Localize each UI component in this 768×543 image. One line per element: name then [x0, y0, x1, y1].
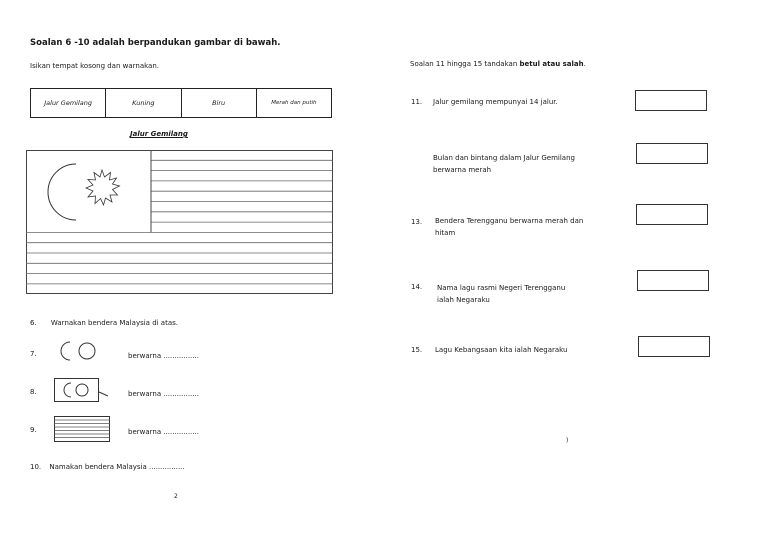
- word-bank-table: [30, 88, 332, 118]
- answer-line[interactable]: berwarna ................: [128, 428, 199, 436]
- page-number: ): [566, 437, 569, 444]
- word-bank-cell: Biru: [182, 89, 257, 117]
- word-bank-cell: Jalur Gemilang: [31, 89, 106, 117]
- answer-box[interactable]: [636, 143, 708, 164]
- instruction-end: .: [583, 60, 586, 68]
- question-text: Warnakan bendera Malaysia di atas.: [50, 319, 178, 327]
- answer-box[interactable]: [636, 204, 708, 225]
- answer-box[interactable]: [638, 336, 710, 357]
- question-line: Nama lagu rasmi Negeri Terengganu: [437, 284, 566, 292]
- question-number: 13.: [411, 218, 423, 226]
- malaysia-flag-outline: [26, 150, 333, 294]
- question-number: 9.: [30, 426, 37, 434]
- question-line: hitam: [435, 229, 456, 237]
- instruction-text: Isikan tempat kosong dan warnakan.: [30, 62, 160, 70]
- right-instruction: [410, 60, 586, 68]
- answer-line[interactable]: berwarna ................: [128, 352, 199, 360]
- question-number: 14.: [411, 283, 423, 291]
- question-number: 11.: [411, 98, 423, 106]
- question-10: [30, 463, 185, 471]
- question-6: [30, 319, 178, 327]
- question-number: 7.: [30, 350, 37, 358]
- question-text: Lagu Kebangsaan kita ialah Negaraku: [435, 346, 568, 354]
- instruction-text: Soalan 11 hingga 15 tandakan: [410, 60, 518, 68]
- word-bank-cell: Kuning: [106, 89, 181, 117]
- question-text[interactable]: Namakan bendera Malaysia ................: [49, 463, 185, 471]
- question-line: berwarna merah: [433, 166, 492, 174]
- answer-box[interactable]: [635, 90, 707, 111]
- question-text: [433, 152, 575, 176]
- question-text: [435, 215, 583, 239]
- answer-line[interactable]: berwarna ................: [128, 390, 199, 398]
- answer-box[interactable]: [637, 270, 709, 291]
- instruction-emphasis: betul atau salah: [519, 60, 584, 68]
- flag-title: Jalur Gemilang: [130, 130, 188, 138]
- question-number: 8.: [30, 388, 37, 396]
- question-number: 10.: [30, 463, 42, 471]
- question-line: ialah Negaraku: [437, 296, 490, 304]
- word-bank-cell: Merah dan putih: [271, 100, 317, 106]
- question-number: 15.: [411, 346, 423, 354]
- question-text: Jalur gemilang mempunyai 14 jalur.: [433, 98, 558, 106]
- question-text: [437, 282, 565, 306]
- canton-icon: [54, 378, 112, 402]
- stripes-icon: [54, 416, 110, 442]
- question-line: Bulan dan bintang dalam Jalur Gemilang: [433, 154, 575, 162]
- question-number: 6.: [30, 319, 37, 327]
- page-number: 2: [174, 493, 178, 500]
- question-line: Bendera Terengganu berwarna merah dan: [435, 217, 584, 225]
- moon-star-icon: [56, 340, 100, 362]
- section-title: Soalan 6 -10 adalah berpandukan gambar di bawah.: [30, 38, 281, 48]
